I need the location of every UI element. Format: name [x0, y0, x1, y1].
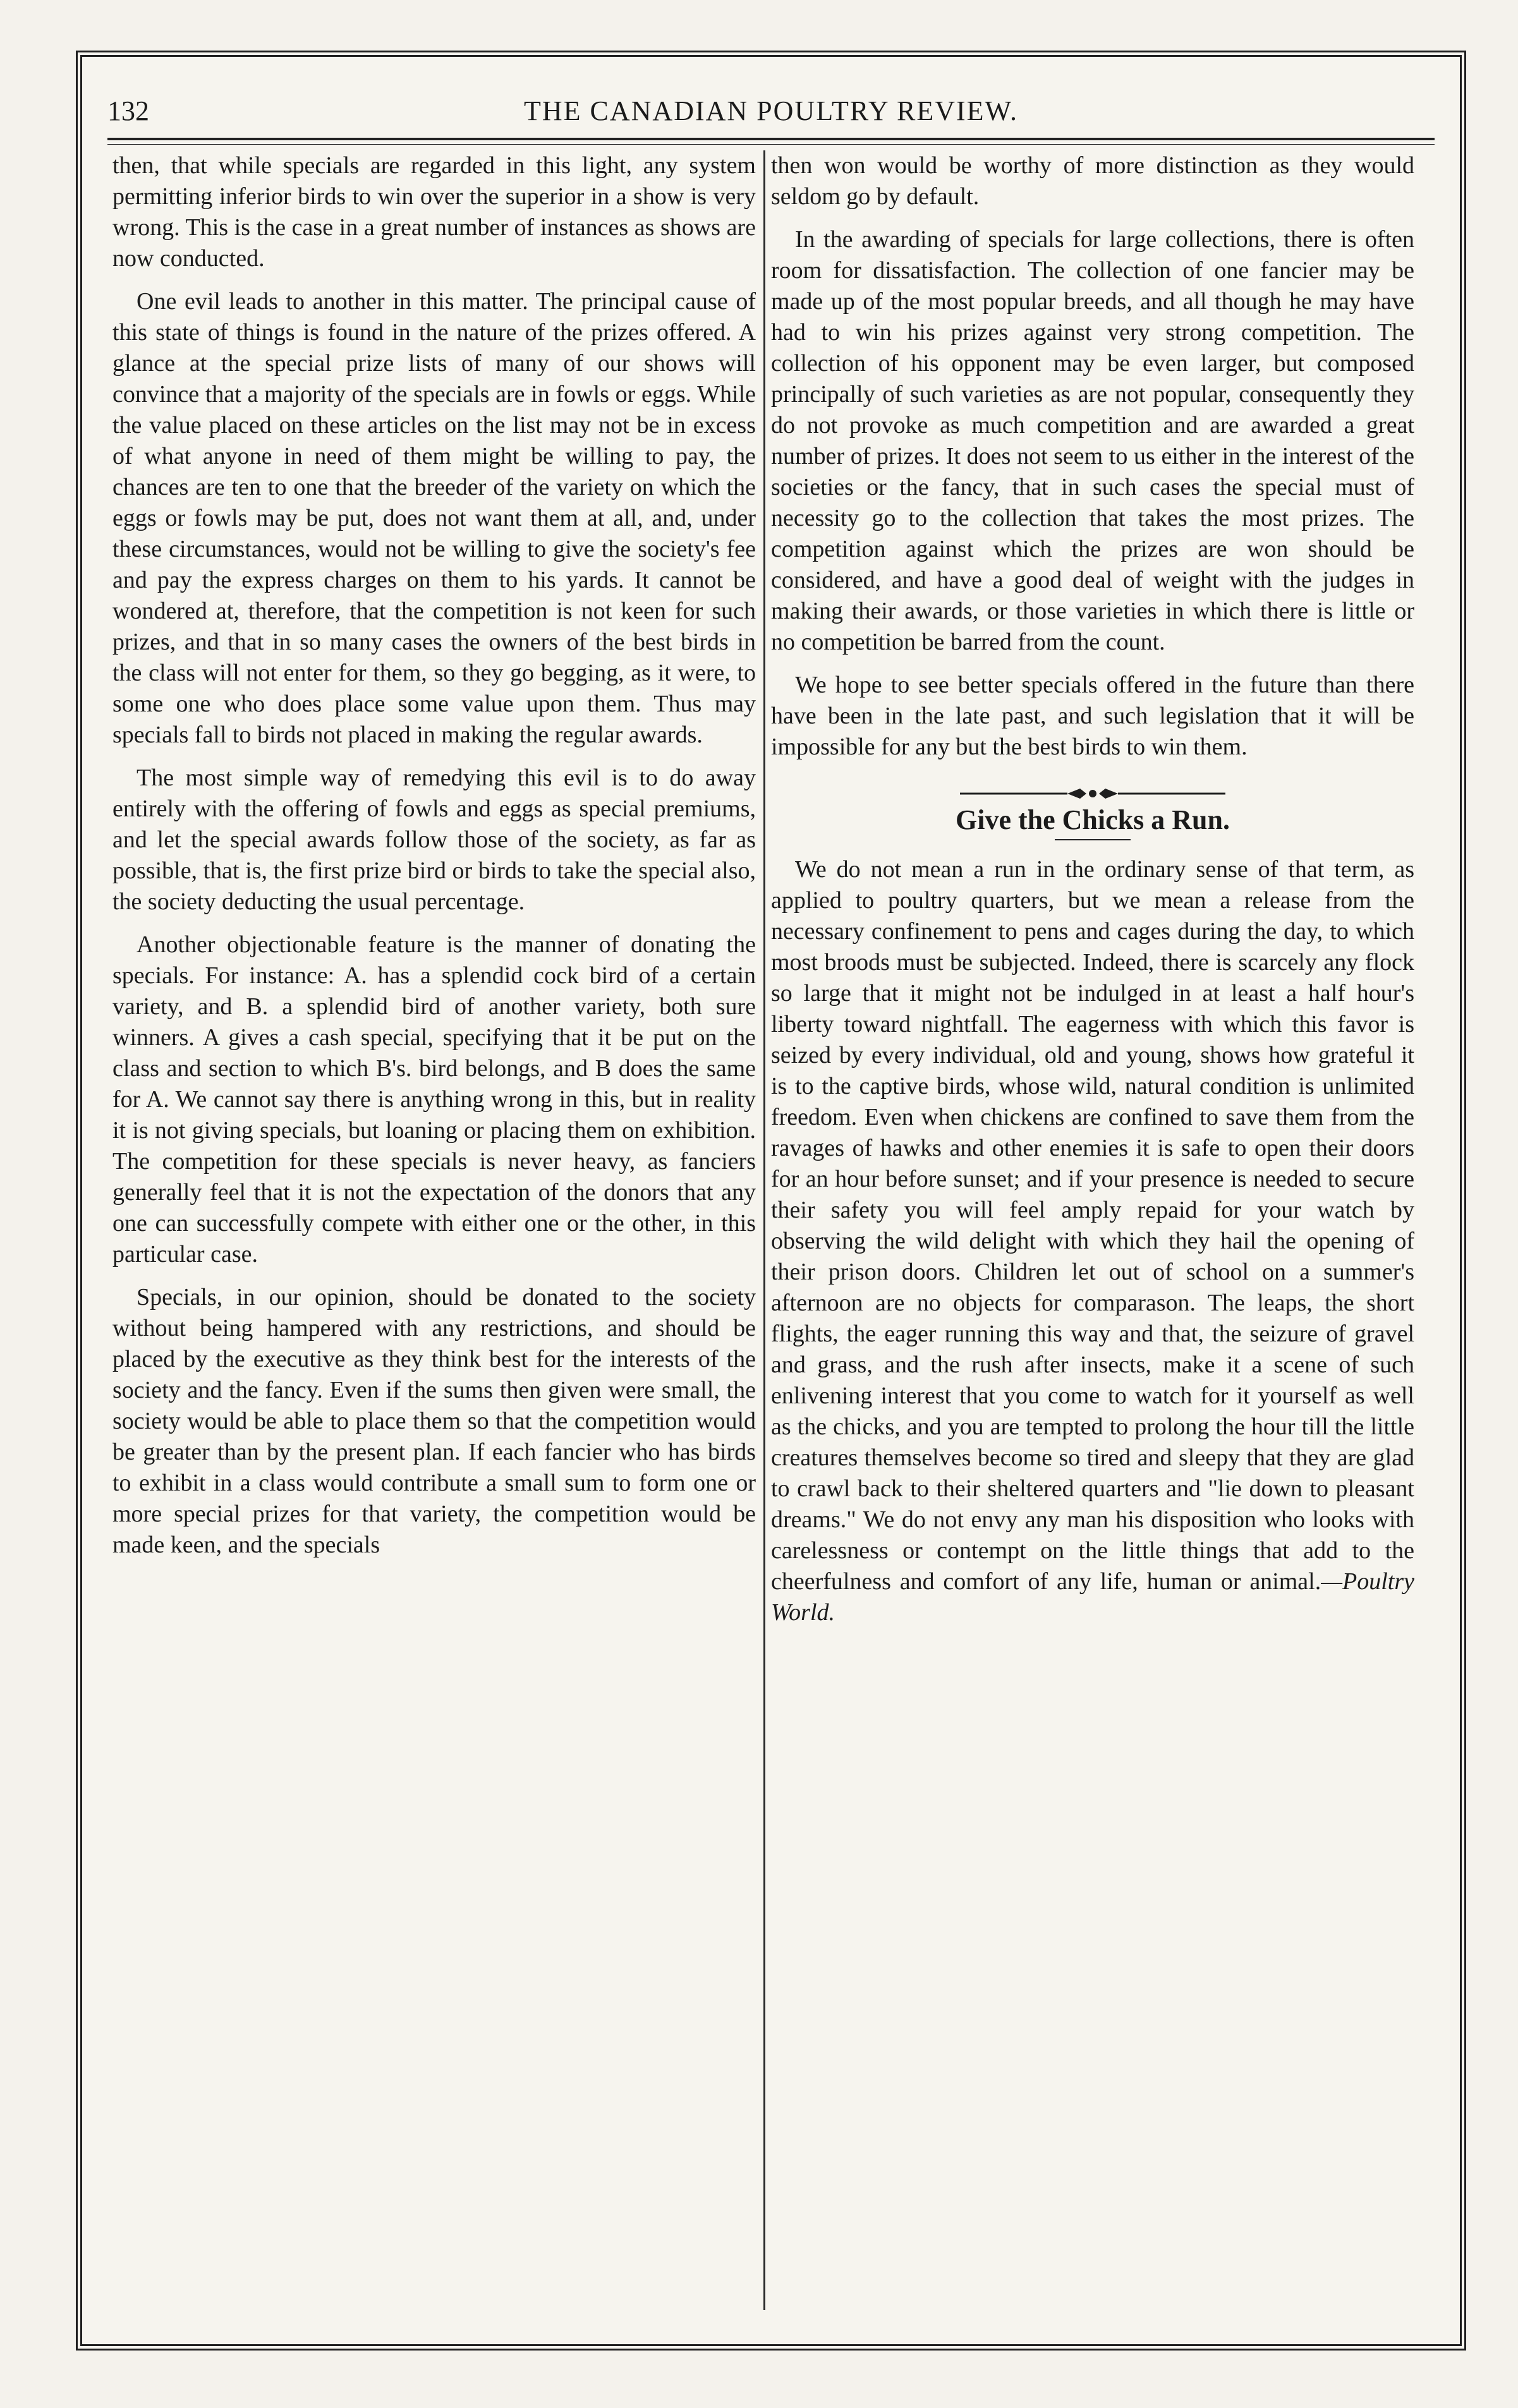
paragraph: One evil leads to another in this matter. The principal cause of this state of things is found in the nature of the prizes offered. A glance at the special prize lists of many of our shows will convince that a majority of the specials are in fowls or eggs. While the value placed on these articles on the list may not be in excess of what anyone in need of them might be willing to pay, the chances are ten to one that the breeder of the variety on which the eggs or fowls may be put, does not want them at all, and, under these circumstances, would not be willing to give the society's fee and pay the express charges on them to his yards. It cannot be wondered at, therefore, that the competition is not keen for such prizes, and that in so many cases the owners of the best birds in the class will not enter for them, so they go begging, as it were, to some one who does place some value upon them. Thus may specials fall to birds not placed in making the regular awards.	[112, 288, 756, 748]
article-columns	[112, 150, 1430, 2310]
ornament-rule-icon	[954, 785, 1232, 802]
byline: —Poultry World.	[771, 1568, 1414, 1626]
header-rule	[107, 138, 1435, 145]
paragraph: then, that while specials are regarded in this light, any system permitting inferior birds to win over the superior in a show is very wrong. This is the case in a great number of instances as shows are now conducted.	[112, 152, 756, 272]
paragraph: Specials, in our opinion, should be donated to the society without being hampered with any restrictions, and should be placed by the executive as they think best for the interests of the society and the fancy. Even if the sums then given were small, the society would be able to place them so that the competition would be greater than by the present plan. If each fancier who has birds to exhibit in a class would contribute a small sum to form one or more special prizes for that variety, the competition would be made keen, and the specials	[112, 1284, 756, 1558]
page-header	[107, 95, 1435, 139]
journal-title: THE CANADIAN POULTRY REVIEW.	[524, 95, 1018, 126]
paragraph: In the awarding of specials for large collections, there is often room for dissatisfaction. The collection of one fancier may be made up of the most popular breeds, and all though he may have had to win his prizes against very strong competition. The collection of his opponent may be even larger, but composed principally of such varieties as are not popular, consequently they do not provoke as much competition and are awarded a great number of prizes. It does not seem to us either in the interest of the societies or the fancy, that in such cases the special must of necessity go to the collection that takes the most prizes. The competition against which the prizes are won should be considered, and have a good deal of weight with the judges in making their awards, or those varieties in which there is little or no competition be barred from the count.	[771, 226, 1414, 655]
page-frame	[76, 51, 1466, 2351]
left-column	[112, 150, 756, 2310]
paragraph: We hope to see better specials offered in the future than there have been in the late past, and such legislation that it will be impossible for any but the best birds to win them.	[771, 672, 1414, 760]
right-column	[771, 150, 1414, 2310]
article-body-text: We do not mean a run in the ordinary sense of that term, as applied to poultry quarters, but we mean a release from the necessary confinement to pens and cages during the day, to which most broods must be subjected. Indeed, there is scarcely any flock so large that it might not be indulged in at least a half hour's liberty toward nightfall. The eagerness with which this favor is seized by every individual, old and young, shows how grateful it is to the captive birds, whose wild, natural condition is unlimited freedom. Even when chickens are confined to save them from the ravages of hawks and other enemies it is safe to open their doors for an hour before sunset; and if your presence is needed to secure their safety you will feel amply repaid for your watch by observing the wild delight with which they hail the opening of their prison doors. Children let out of school on a summer's afternoon are no objects for comparason. The leaps, the short flights, the eager running this way and that, the seizure of gravel and grass, and the rush after insects, make it a scene of such enlivening interest that you come to watch for it yourself as well as the chicks, and you are tempted to prolong the hour till the little creatures themselves become so tired and sleepy that they are glad to crawl back to their sheltered quarters and "lie down to pleasant dreams." We do not envy any man his disposition who looks with carelessness or contempt on the little things that add to the cheerfulness and comfort of any life, human or animal.	[771, 856, 1414, 1595]
section-ornament	[771, 779, 1414, 796]
title-rule	[1055, 839, 1131, 840]
column-divider	[763, 150, 765, 2310]
article-title: Give the Chicks a Run.	[956, 804, 1230, 835]
paragraph: then won would be worthy of more distinction as they would seldom go by default.	[771, 152, 1414, 210]
paragraph: Another objectionable feature is the manner of donating the specials. For instance: A. has a splendid cock bird of a certain variety, and B. a splendid bird of another variety, both sure winners. A gives a cash special, specifying that it be put on the class and section to which B's. bird belongs, and B does the same for A. We cannot say there is anything wrong in this, but in reality it is not giving specials, but loaning or placing them on exhibition. The competition for these specials is never heavy, as fanciers generally feel that it is not the expectation of the donors that any one can successfully compete with either one or the other, in this particular case.	[112, 931, 756, 1268]
paragraph: The most simple way of remedying this evil is to do away entirely with the offering of fowls and eggs as special premiums, and let the special awards follow those of the society, as far as possible, that is, the first prize bird or birds to take the special also, the society deducting the usual percentage.	[112, 765, 756, 915]
page-number: 132	[107, 95, 149, 126]
article-body	[771, 854, 1414, 1628]
